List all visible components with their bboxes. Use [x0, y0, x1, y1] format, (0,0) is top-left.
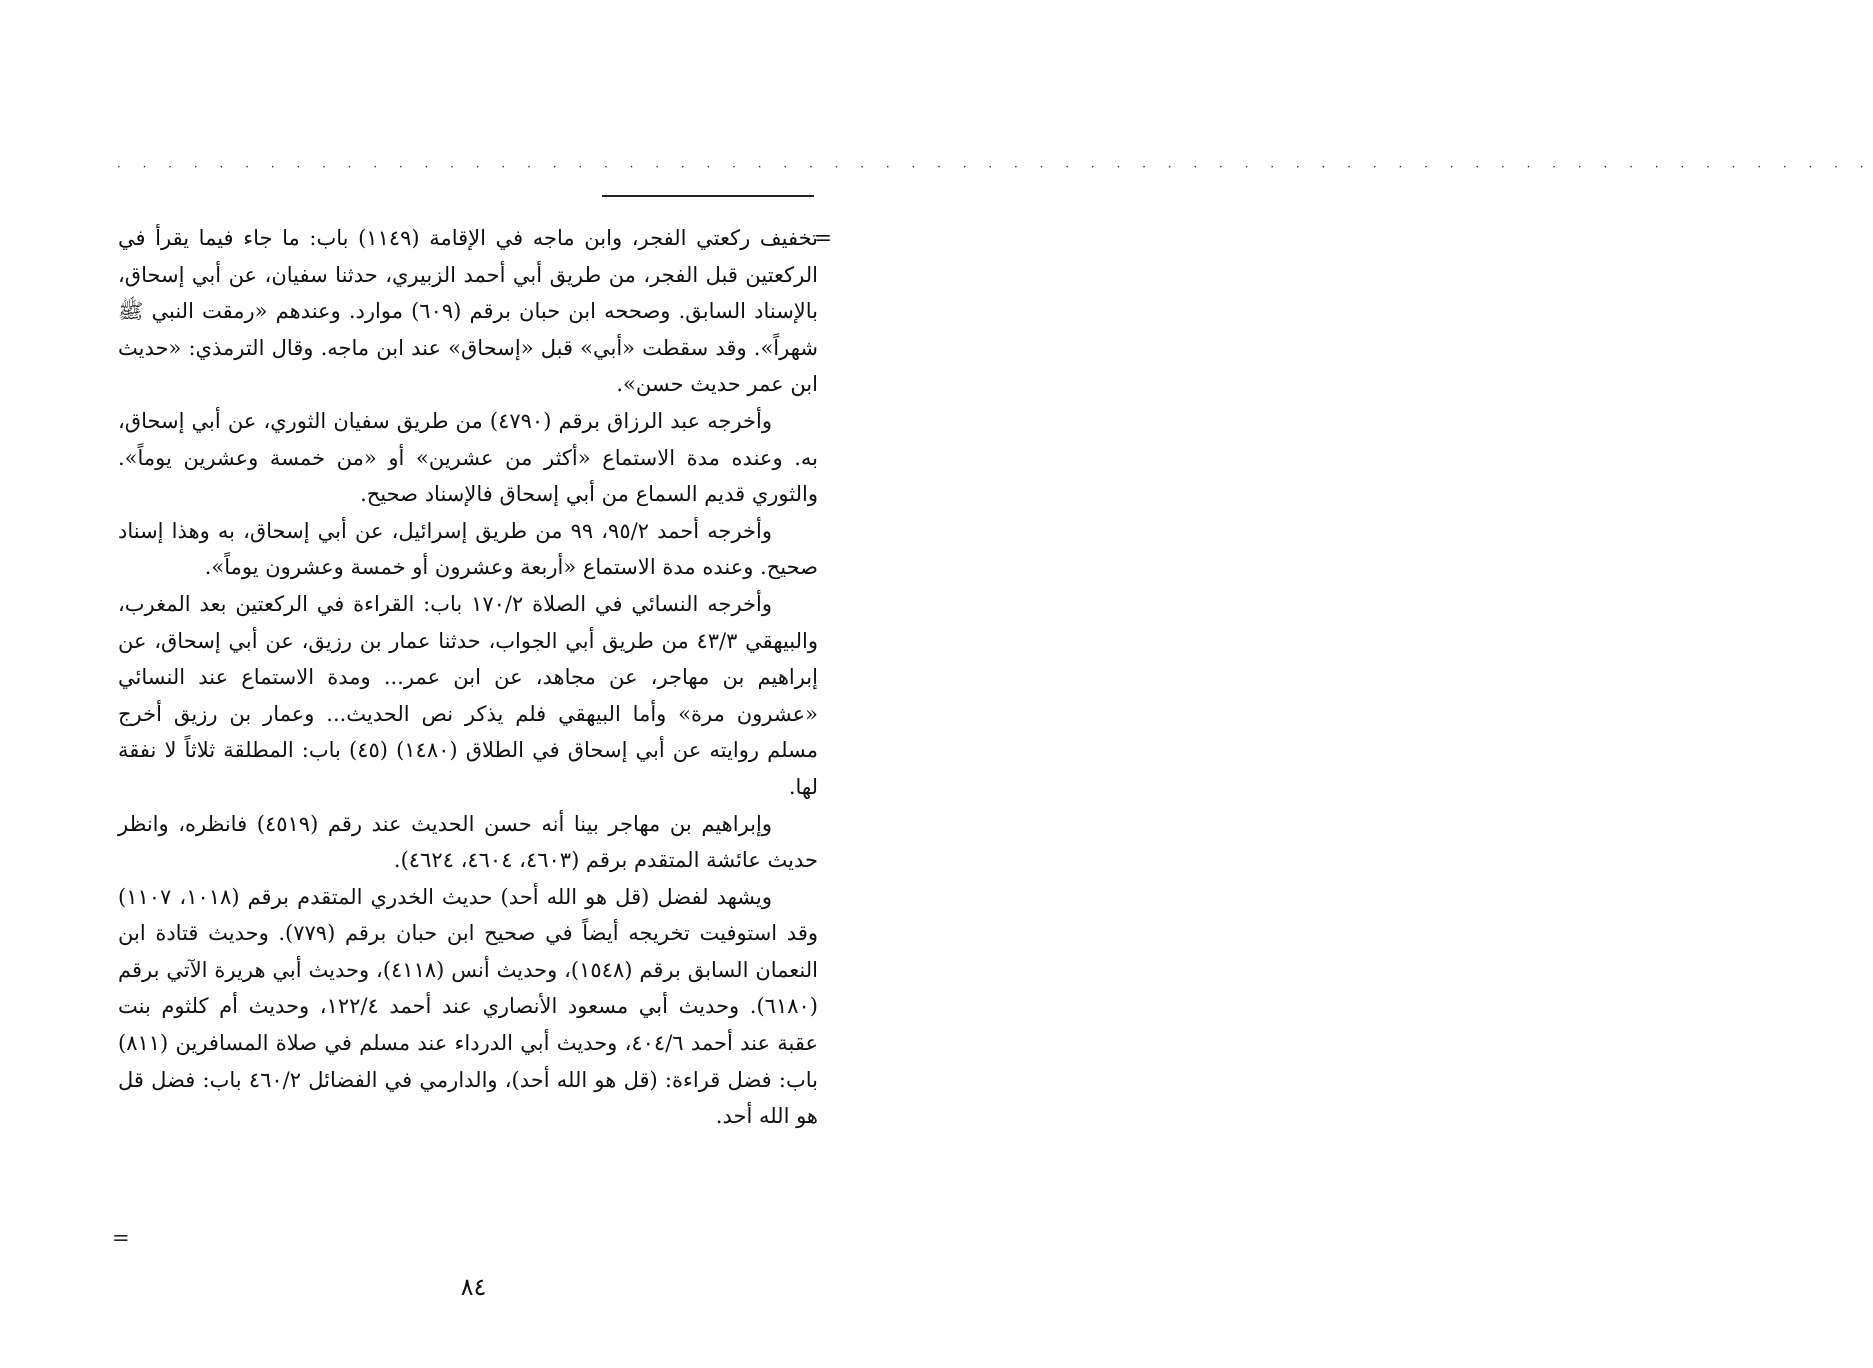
footnote-continues-mark: = — [112, 1226, 130, 1250]
footnote-paragraph-2: وأخرجه عبد الرزاق برقم (٤٧٩٠) من طريق سفيان الثوري، عن أبي إسحاق، به. وعنده مدة الاستماع «أكثر من عشرين» أو «من خمسة وعشرين يوماً». والثوري قديم السماع من أبي إسحاق فالإسناد صحيح. — [118, 408, 818, 507]
continuation-mark: = — [814, 226, 832, 250]
footnote-paragraph-5: وإبراهيم بن مهاجر بينا أنه حسن الحديث عند رقم (٤٥١٩) فانظره، وانظر حديث عائشة المتقدم برقم (٤٦٠٣، ٤٦٠٤، ٤٦٢٤). — [118, 811, 818, 873]
footnote-paragraph-4: وأخرجه النسائي في الصلاة ١٧٠/٢ باب: القراءة في الركعتين بعد المغرب، والبيهقي ٤٣/٣ من طريق أبي الجواب، حدثنا عمار بن رزيق، عن أبي إسحاق، عن إبراهيم بن مهاجر، عن مجاهد، عن ابن عمر... ومدة الاستماع عند النسائي «عشرون مرة» وأما البيهقي فلم يذكر نص الحديث... وعمار بن رزيق أخرج مسلم روايته عن أبي إسحاق في الطلاق (١٤٨٠) (٤٥) باب: المطلقة ثلاثاً لا نفقة لها. — [118, 591, 819, 799]
footnote-body — [118, 220, 832, 1135]
footnote-separator-dots: · · · · · · · · · · · · · · · · · · · · · · · · · · · · · · · · · · · · · · · · · · · · · · · · · · · · · · · · · · · · · · · · · · · · · — [117, 160, 1873, 174]
footnote-paragraph-3: وأخرجه أحمد ٩٥/٢، ٩٩ من طريق إسرائيل، عن أبي إسحاق، به وهذا إسناد صحيح. وعنده مدة الاستماع «أربعة وعشرون أو خمسة وعشرون يوماً». — [118, 518, 818, 580]
paragraph-text: تخفيف ركعتي الفجر، وابن ماجه في الإقامة (١١٤٩) باب: ما جاء فيما يقرأ في الركعتين قبل الفجر، من طريق أبي أحمد الزبيري، حدثنا سفيان، عن أبي إسحاق، بالإسناد السابق. وصححه ابن حبان برقم (٦٠٩) موارد. وعندهم «رمقت النبي ﷺ شهراً». وقد سقطت «أبي» قبل «إسحاق» عند ابن ماجه. وقال الترمذي: «حديث ابن عمر حديث حسن». — [118, 226, 819, 397]
footnote-paragraph-6: ويشهد لفضل (قل هو الله أحد) حديث الخدري المتقدم برقم (١٠١٨، ١١٠٧) وقد استوفيت تخريجه أيضاً في صحيح ابن حبان برقم (٧٧٩). وحديث قتادة ابن النعمان السابق برقم (١٥٤٨)، وحديث أنس (٤١١٨)، وحديث أبي هريرة الآتي برقم (٦١٨٠). وحديث أبي مسعود الأنصاري عند أحمد ١٢٢/٤، وحديث أم كلثوم بنت عقبة عند أحمد ٤٠٤/٦، وحديث أبي الدرداء عند مسلم في صلاة المسافرين (٨١١) باب: فضل قراءة: (قل هو الله أحد)، والدارمي في الفضائل ٤٦٠/٢ باب: فضل قل هو الله أحد. — [118, 884, 818, 1129]
footnote-rule — [602, 195, 814, 197]
footnote-paragraph-1 — [118, 220, 832, 403]
page-number: ٨٤ — [460, 1273, 487, 1301]
